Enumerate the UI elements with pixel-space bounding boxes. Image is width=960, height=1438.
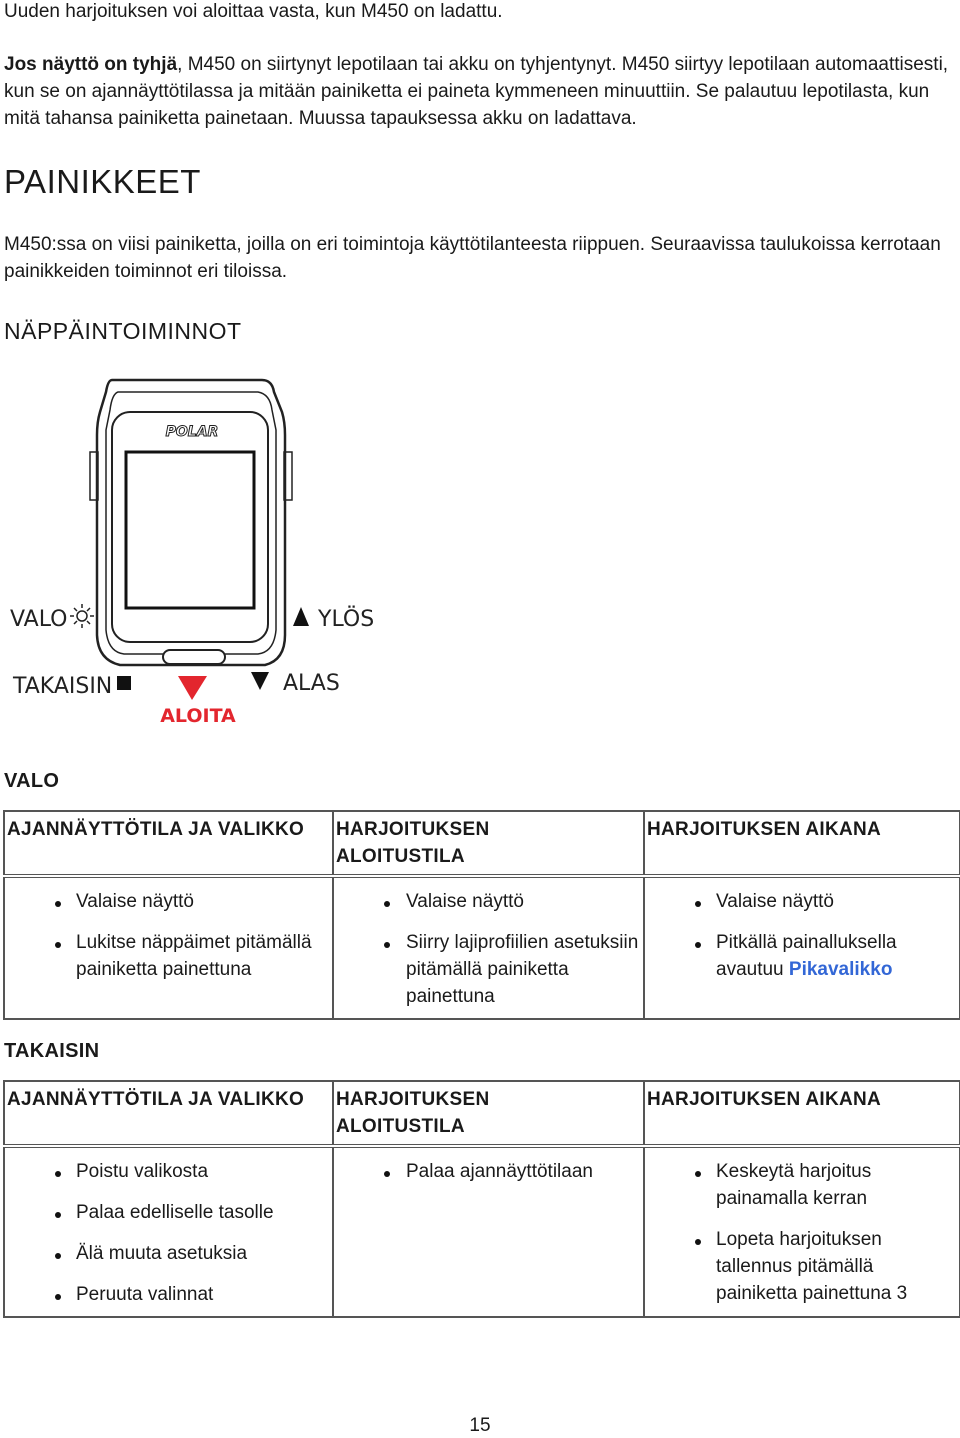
col-header-line: HARJOITUKSEN [336, 1089, 490, 1110]
col-header-during-training: HARJOITUKSEN AIKANA [644, 811, 960, 876]
back-button-table [3, 1080, 960, 1318]
table-row [4, 876, 960, 1019]
col-header-during-training: HARJOITUKSEN AIKANA [644, 1081, 960, 1146]
list-item: Poistu valikosta [5, 1158, 332, 1185]
up-triangle-icon [293, 607, 309, 626]
quick-menu-link[interactable]: Pikavalikko [788, 959, 893, 980]
col-header-line: HARJOITUKSEN [336, 819, 490, 840]
subsection-title: NÄPPÄINTOIMINNOT [4, 318, 242, 344]
list-item: Valaise näyttö [334, 888, 643, 915]
table-cell [333, 876, 644, 1019]
empty-screen-text: , M450 on siirtynyt lepotilaan tai akku on tyhjentynyt. M450 siirtyy lepotilaan automaattisesti, kun se on ajannäyttötilassa ja mitään painiketta ei paineta kymmeneen minuuttiin. Se palautuu lepotilasta, kun mitä tahansa painiketta painetaan. Muussa tapauksessa akku on ladattava. [4, 54, 949, 129]
list-item: Siirry lajiprofiilien asetuksiin pitämällä painiketta painettuna [334, 929, 643, 1010]
table-cell [644, 1146, 960, 1317]
col-header-pre-training [333, 811, 644, 876]
page-number: 15 [469, 1415, 491, 1436]
list-item: Peruuta valinnat [5, 1281, 332, 1308]
table-cell [644, 876, 960, 1019]
start-button-shape [163, 650, 225, 664]
col-header-pre-training [333, 1081, 644, 1146]
device-drawing [0, 360, 400, 740]
list-item: Älä muuta asetuksia [5, 1240, 332, 1267]
down-triangle-icon [251, 672, 269, 690]
table-cell [4, 876, 333, 1019]
label-down: ALAS [283, 671, 340, 696]
table-header-row [4, 1081, 960, 1146]
start-triangle-icon [178, 676, 207, 700]
col-header-time-menu: AJANNÄYTTÖTILA JA VALIKKO [4, 1081, 333, 1146]
col-header-time-menu: AJANNÄYTTÖTILA JA VALIKKO [4, 811, 333, 876]
square-icon [117, 676, 131, 690]
table-header-row [4, 811, 960, 876]
quick-menu-text: Pitkällä painalluksella avautuu [716, 932, 897, 980]
list-item: Valaise näyttö [645, 888, 959, 915]
table-row [4, 1146, 960, 1317]
empty-screen-paragraph [4, 51, 954, 132]
label-light: VALO [10, 607, 68, 632]
intro-line: Uuden harjoituksen voi aloittaa vasta, kun M450 on ladattu. [4, 1, 503, 22]
list-item: Valaise näyttö [5, 888, 332, 915]
list-item: Lopeta harjoituksen tallennus pitämällä painiketta painettuna 3 [645, 1226, 959, 1307]
light-button-table [3, 810, 960, 1020]
section-text: M450:ssa on viisi painiketta, joilla on eri toimintoja käyttötilanteesta riippuen. Seuraavissa taulukoissa kerrotaan painikkeiden toiminnot eri tiloissa. [4, 234, 941, 282]
label-start: ALOITA [160, 705, 236, 727]
light-table-title: VALO [4, 770, 60, 792]
table-cell [333, 1146, 644, 1317]
col-header-line: ALOITUSTILA [336, 1116, 465, 1137]
device-illustration [0, 360, 400, 740]
back-table-title: TAKAISIN [4, 1040, 100, 1062]
table-cell [4, 1146, 333, 1317]
label-back: TAKAISIN [13, 674, 113, 699]
list-item [645, 929, 959, 983]
sun-icon [70, 604, 94, 628]
section-title: PAINIKKEET [4, 163, 201, 200]
list-item: Lukitse näppäimet pitämällä painiketta painettuna [5, 929, 332, 983]
device-brand: POLAR [165, 424, 219, 440]
col-header-line: ALOITUSTILA [336, 846, 465, 867]
list-item: Palaa ajannäyttötilaan [334, 1158, 643, 1185]
list-item: Palaa edelliselle tasolle [5, 1199, 332, 1226]
device-screen [126, 452, 254, 608]
label-up: YLÖS [318, 607, 375, 632]
empty-screen-lead: Jos näyttö on tyhjä [4, 54, 178, 75]
list-item: Keskeytä harjoitus painamalla kerran [645, 1158, 959, 1212]
